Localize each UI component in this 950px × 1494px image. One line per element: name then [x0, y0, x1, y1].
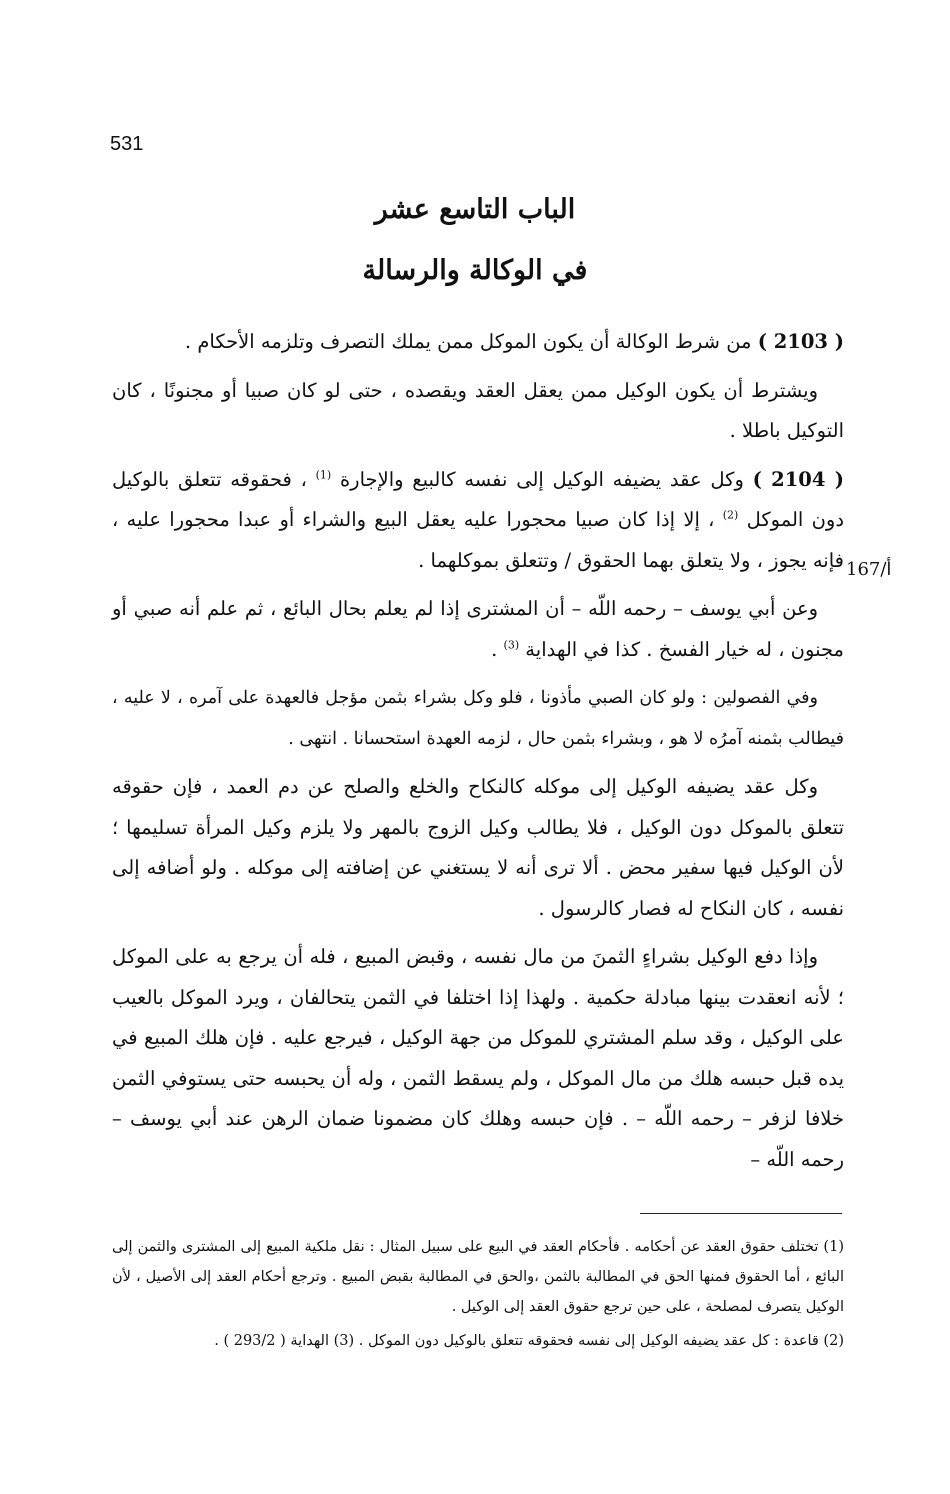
chapter-title: الباب التاسع عشر	[374, 194, 576, 225]
paragraph-text: وفي الفصولين : ولو كان الصبي مأذونا ، فلو وكل بشراء بثمن مؤجل فالعهدة على آمره ، لا عليه ، فيطالب بثمنه آمرُه لا هو ، وبشراء بثمن حال ، لزمه العهدة استحسانا . انتهى .	[112, 688, 844, 749]
paragraph-fusulayn	[112, 678, 844, 759]
paragraph-text: ويشترط أن يكون الوكيل ممن يعقل العقد ويقصده ، حتى لو كان صبيا أو مجنونًا ، كان التوكيل باطلا .	[112, 378, 844, 442]
paragraph-2104	[112, 460, 844, 582]
margin-folio-note: 167/أ	[846, 559, 892, 580]
page-number: 531	[110, 133, 144, 155]
paragraph-text: من شرط الوكالة أن يكون الموكل ممن يملك التصرف وتلزمه الأحكام .	[184, 330, 758, 353]
footnote-ref-1: (1)	[315, 468, 332, 481]
paragraph-2103	[112, 322, 844, 363]
paragraph-text: وإذا دفع الوكيل بشراءٍ الثمنَ من مال نفسه ، وقبض المبيع ، فله أن يرجع به على الموكل ؛ لأنه انعقدت بينها مبادلة حكمية . ولهذا إذا اختلفا في الثمن يتحالفان ، ويرد الموكل بالعيب على الوكيل ، وقد سلم المشتري للموكل من جهة الوكيل ، فيرجع عليه . فإن هلك المبيع في يده قبل حبسه هلك من مال الموكل ، ولم يسقط الثمن ، وله أن يحبسه حتى يستوفي الثمن خلافا لزفر – رحمه اللّه – . فإن حبسه وهلك كان مضمونا ضمان الرهن عند أبي يوسف – رحمه اللّه –	[112, 945, 844, 1171]
main-text	[112, 322, 844, 1188]
section-title: في الوكالة والرسالة	[362, 255, 588, 286]
paragraph-condition	[112, 371, 844, 452]
footnote-ref-3: (3)	[503, 638, 520, 651]
article-number: ( 2103 )	[757, 330, 844, 353]
footnote-1: (1) تختلف حقوق العقد عن أحكامه . فأحكام العقد في البيع على سبيل المثال : نقل ملكية المبيع إلى المشترى والثمن إلى البائع ، أما الحقوق فمنها الحق في المطالبة بالثمن ،والحق في المطالبة بقبض المبيع . وترجع أحكام العقد إلى الأصيل ، لأن الوكيل يتصرف لمصلحة ، على حين ترجع حقوق العقد إلى الوكيل .	[112, 1239, 844, 1315]
footnote-ref-2: (2)	[722, 508, 739, 522]
paragraph-text: وكل عقد يضيفه الوكيل إلى نفسه كالبيع والإجارة	[331, 467, 753, 491]
paragraph-abu-yusuf	[112, 589, 844, 670]
paragraph-text: وكل عقد يضيفه الوكيل إلى موكله كالنكاح والخلع والصلح عن دم العمد ، فإن حقوقه تتعلق بالموكل دون الوكيل ، فلا يطالب وكيل الزوج بالمهر ولا يلزم وكيل المرأة تسليمها ؛ لأن الوكيل فيها سفير محض . ألا ترى أنه لا يستغني عن إضافته إلى موكله . ولو أضافه إلى نفسه ، كان النكاح له فصار كالرسول .	[112, 775, 844, 920]
paragraph-text: ، فحقوقه تتعلق بالوكيل دون الموكل	[112, 467, 845, 531]
footnotes	[112, 1232, 844, 1360]
paragraph-text: ، إلا إذا كان صبيا محجورا عليه يعقل البيع والشراء أو عبدا محجورا عليه ، فإنه يجوز ، ولا يتعلق بهما الحقوق / وتتعلق بموكلهما .	[112, 508, 844, 572]
footnote-2-3: (2) قاعدة : كل عقد يضيفه الوكيل إلى نفسه فحقوقه تتعلق بالوكيل دون الموكل . (3) الهداية ( 293/2 ) .	[214, 1333, 844, 1349]
paragraph-payment	[112, 937, 844, 1180]
article-number: ( 2104 )	[752, 467, 845, 491]
footnote-divider	[640, 1213, 842, 1214]
paragraph-text: .	[491, 637, 504, 661]
paragraph-nikah	[112, 767, 844, 929]
paragraph-text: وعن أبي يوسف – رحمه اللّه – أن المشترى إذا لم يعلم بحال البائع ، ثم علم أنه صبي أو مجنون ، له خيار الفسخ . كذا في الهداية	[112, 597, 844, 661]
